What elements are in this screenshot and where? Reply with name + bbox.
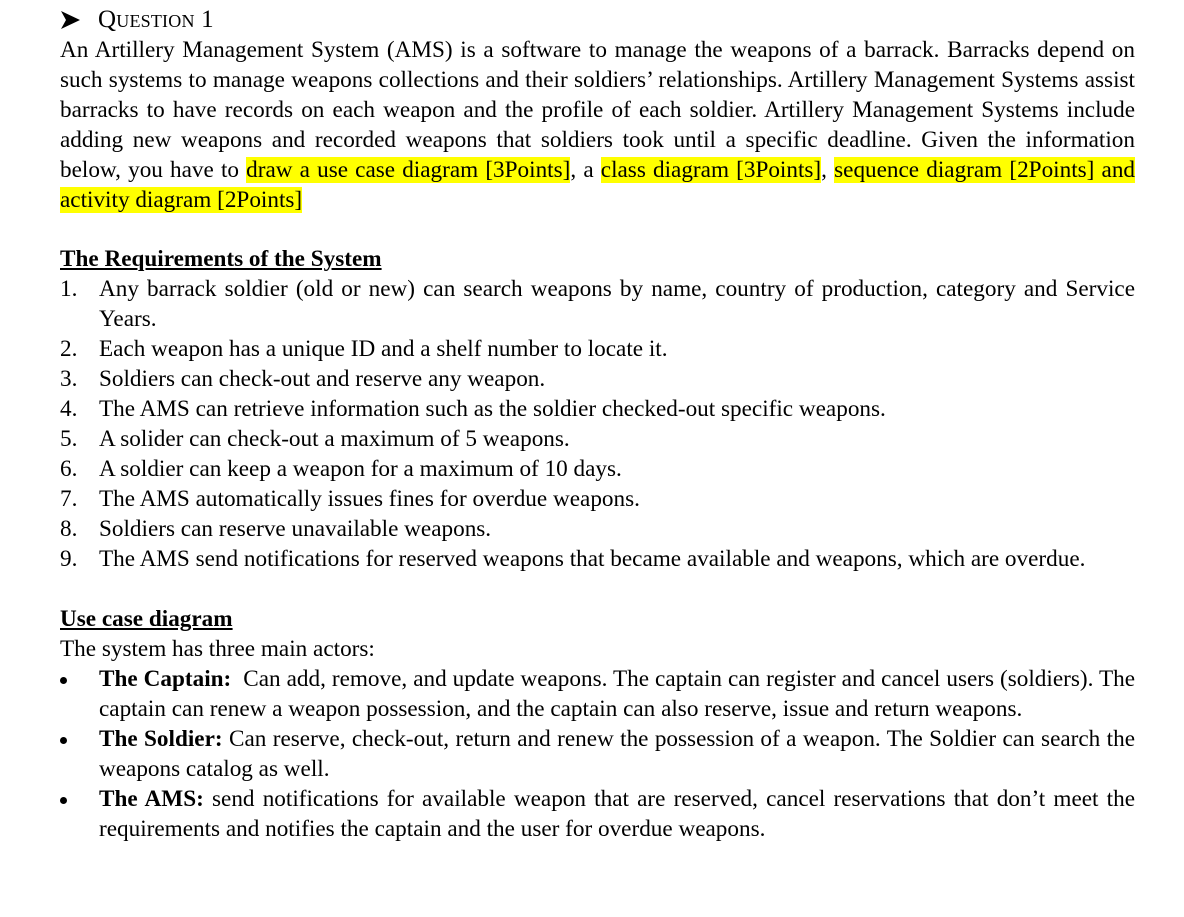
actor-description: send notifications for available weapon that are reserved, cancel reservations that don’t meet the requirements and notifies the captain and the user for overdue weapons. — [99, 786, 1135, 842]
spacer — [60, 574, 1135, 604]
requirement-text: Soldiers can reserve unavailable weapons. — [99, 516, 492, 542]
highlight-use-case: draw a use case diagram [3Points] — [246, 157, 571, 183]
requirement-number: 1. — [60, 276, 78, 302]
requirement-item — [60, 424, 1135, 454]
requirement-text: Each weapon has a unique ID and a shelf number to locate it. — [99, 336, 668, 362]
intro-text-3: , — [821, 157, 835, 183]
requirement-number: 8. — [60, 516, 78, 542]
requirement-number: 5. — [60, 426, 78, 452]
actor-name: The Captain: — [99, 666, 232, 692]
requirement-text: The AMS send notifications for reserved weapons that became available and weapons, which are overdue. — [99, 546, 1086, 572]
actor-item-soldier — [60, 724, 1135, 784]
actor-item-captain — [60, 664, 1141, 724]
requirement-number: 6. — [60, 456, 78, 482]
requirement-text: The AMS automatically issues fines for overdue weapons. — [99, 486, 640, 512]
actor-description: Can reserve, check-out, return and renew the possession of a weapon. The Soldier can search the weapons catalog as well. — [99, 726, 1135, 782]
document — [60, 5, 1141, 844]
actors-list — [60, 664, 1141, 844]
requirement-item — [60, 514, 1135, 544]
highlight-sequence-activity: sequence diagram [2Points] and activity diagram [2Points] — [60, 157, 1136, 213]
requirement-item — [60, 544, 1135, 574]
actor-name: The Soldier: — [99, 726, 223, 752]
bullet-dot-icon — [60, 797, 67, 804]
intro-text-2: , a — [570, 157, 601, 183]
actor-description: Can add, remove, and update weapons. The captain can register and cancel users (soldiers). The captain can renew a weapon possession, and the captain can also reserve, issue and return weapons. — [99, 666, 1141, 722]
requirement-item — [60, 484, 1135, 514]
requirement-item — [60, 334, 1135, 364]
highlight-class-diagram: class diagram [3Points] — [600, 157, 822, 183]
question-intro — [60, 35, 1135, 215]
requirement-number: 7. — [60, 486, 78, 512]
requirement-number: 9. — [60, 546, 78, 572]
actor-name: The AMS: — [99, 786, 204, 812]
requirement-text: A soldier can keep a weapon for a maximum of 10 days. — [99, 456, 622, 482]
requirement-number: 3. — [60, 366, 78, 392]
question-heading — [60, 5, 1135, 35]
bullet-dot-icon — [60, 677, 67, 684]
requirements-heading: The Requirements of the System — [60, 246, 382, 272]
requirement-item — [60, 274, 1135, 334]
requirement-text: The AMS can retrieve information such as the soldier checked-out specific weapons. — [99, 396, 886, 422]
intro-text-1: An Artillery Management System (AMS) is a software to manage the weapons of a barrack. Barracks depend on such systems to manage weapons collections and their soldiers’ relationships. Artillery Management Systems assist barracks to have records on each weapon and the profile of each soldier. Artillery Management Systems include adding new weapons and recorded weapons that soldiers took until a specific deadline. Given the information below, you have to — [60, 37, 1135, 183]
requirement-number: 4. — [60, 396, 78, 422]
question-title: Question 1 — [98, 6, 214, 33]
requirement-item — [60, 394, 1135, 424]
requirement-text: A solider can check-out a maximum of 5 weapons. — [99, 426, 570, 452]
requirement-item — [60, 454, 1135, 484]
actor-item-ams — [60, 784, 1135, 844]
use-case-heading: Use case diagram — [60, 606, 233, 632]
arrowhead-bullet-icon — [60, 9, 82, 31]
requirement-item — [60, 364, 1135, 394]
use-case-intro: The system has three main actors: — [60, 636, 375, 662]
spacer — [60, 215, 1135, 244]
requirement-number: 2. — [60, 336, 78, 362]
requirement-text: Soldiers can check-out and reserve any weapon. — [99, 366, 546, 392]
requirements-list — [60, 274, 1135, 574]
bullet-dot-icon — [60, 737, 67, 744]
requirement-text: Any barrack soldier (old or new) can search weapons by name, country of production, category and Service Years. — [99, 276, 1135, 332]
